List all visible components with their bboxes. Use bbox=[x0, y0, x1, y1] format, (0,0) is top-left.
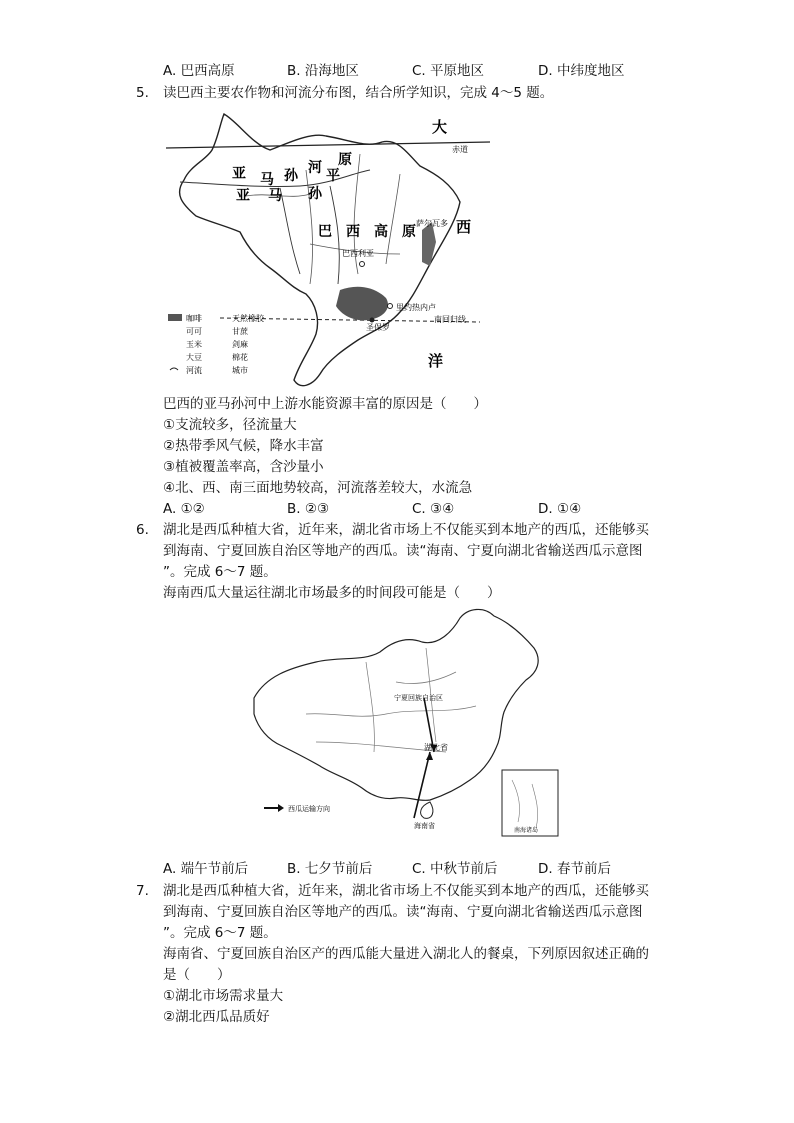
option-a: A. 端午节前后 bbox=[163, 861, 249, 877]
plain-char: 原 bbox=[338, 152, 352, 168]
plateau-char: 西 bbox=[346, 224, 360, 240]
question-text: 巴西的亚马孙河中上游水能资源丰富的原因是（ ） bbox=[163, 396, 487, 412]
legend-item: 可可 bbox=[186, 327, 202, 336]
plain-char: 马 bbox=[268, 188, 282, 204]
city-rio: 里约热内卢 bbox=[396, 303, 436, 312]
plain-char: 孙 bbox=[308, 186, 322, 202]
label-ningxia: 宁夏回族自治区 bbox=[394, 694, 443, 702]
option-b: B. 沿海地区 bbox=[287, 63, 359, 79]
legend-item: 城市 bbox=[232, 366, 248, 375]
ocean-label-top: 大 bbox=[432, 118, 448, 136]
plateau-char: 高 bbox=[374, 224, 388, 240]
tropic-label: 南回归线 bbox=[434, 315, 466, 324]
list-item: ④北、西、南三面地势较高，河流落差较大，水流急 bbox=[163, 480, 473, 496]
option-a: A. 巴西高原 bbox=[163, 63, 235, 79]
question-stem: 湖北是西瓜种植大省，近年来，湖北省市场上不仅能买到本地产的西瓜，还能够买 bbox=[163, 522, 649, 538]
city-saopaulo: 圣保罗 bbox=[366, 323, 390, 332]
plateau-char: 原 bbox=[402, 224, 416, 240]
legend-item: 剑麻 bbox=[232, 340, 248, 349]
city-brasilia: 巴西利亚 bbox=[342, 249, 374, 258]
city-salvador: 萨尔瓦多 bbox=[416, 219, 448, 228]
plain-char: 亚 bbox=[236, 188, 250, 204]
list-item: ③植被覆盖率高，含沙量小 bbox=[163, 459, 324, 475]
plateau-char: 巴 bbox=[318, 224, 332, 240]
list-item: ②湖北西瓜品质好 bbox=[163, 1009, 270, 1025]
list-item: ②热带季风气候，降水丰富 bbox=[163, 438, 324, 454]
question-number: 5. bbox=[136, 85, 149, 101]
brazil-crop-river-map bbox=[160, 104, 490, 390]
option-b: B. ②③ bbox=[287, 501, 330, 517]
option-c: C. 中秋节前后 bbox=[412, 861, 498, 877]
list-item: ①支流较多，径流量大 bbox=[163, 417, 297, 433]
question-stem: 湖北是西瓜种植大省，近年来，湖北省市场上不仅能买到本地产的西瓜，还能够买 bbox=[163, 883, 649, 899]
question-text: 海南西瓜大量运往湖北市场最多的时间段可能是（ ） bbox=[163, 585, 501, 601]
china-watermelon-map bbox=[246, 602, 566, 838]
option-c: C. 平原地区 bbox=[412, 63, 485, 79]
label-scs: 南海诸岛 bbox=[514, 827, 539, 834]
equator-label: 赤道 bbox=[452, 145, 468, 154]
option-a: A. ①② bbox=[163, 501, 205, 517]
legend-item: 玉米 bbox=[186, 340, 202, 349]
option-d: D. 春节前后 bbox=[538, 861, 611, 877]
question-number: 6. bbox=[136, 522, 149, 538]
legend-item: 河流 bbox=[186, 366, 202, 375]
option-b: B. 七夕节前后 bbox=[287, 861, 373, 877]
legend-item: 咖啡 bbox=[186, 314, 202, 323]
question-text: 是（ ） bbox=[163, 967, 231, 983]
question-text: 海南省、宁夏回族自治区产的西瓜能大量进入湖北人的餐桌，下列原因叙述正确的 bbox=[163, 946, 649, 962]
question-stem: ”。完成 6～7 题。 bbox=[163, 564, 277, 580]
question-stem: 到海南、宁夏回族自治区等地产的西瓜。读“海南、宁夏向湖北省输送西瓜示意图 bbox=[163, 904, 643, 920]
legend-item: 棉花 bbox=[232, 353, 248, 362]
question-number: 7. bbox=[136, 883, 149, 899]
ocean-label-bottom: 洋 bbox=[428, 352, 444, 370]
plain-char: 孙 bbox=[284, 168, 298, 184]
legend-item: 甘蔗 bbox=[232, 327, 248, 336]
option-c: C. ③④ bbox=[412, 501, 455, 517]
option-d: D. ①④ bbox=[538, 501, 582, 517]
map-legend bbox=[168, 313, 265, 375]
legend-item: 天然橡胶 bbox=[232, 314, 264, 323]
label-hubei: 湖北省 bbox=[424, 743, 448, 752]
list-item: ①湖北市场需求量大 bbox=[163, 988, 284, 1004]
label-hainan: 海南省 bbox=[414, 822, 435, 830]
question-stem: ”。完成 6～7 题。 bbox=[163, 925, 277, 941]
legend-item: 大豆 bbox=[186, 353, 202, 362]
plain-char: 平 bbox=[326, 168, 340, 184]
plain-char: 河 bbox=[308, 160, 322, 176]
question-stem: 读巴西主要农作物和河流分布图，结合所学知识，完成 4～5 题。 bbox=[163, 85, 554, 101]
question-stem: 到海南、宁夏回族自治区等地产的西瓜。读“海南、宁夏向湖北省输送西瓜示意图 bbox=[163, 543, 643, 559]
plain-char: 马 bbox=[260, 172, 274, 188]
plain-char: 亚 bbox=[232, 166, 246, 182]
legend-transport: 西瓜运输方向 bbox=[288, 805, 330, 813]
ocean-label-right: 西 bbox=[456, 218, 472, 236]
option-d: D. 中纬度地区 bbox=[538, 63, 625, 79]
